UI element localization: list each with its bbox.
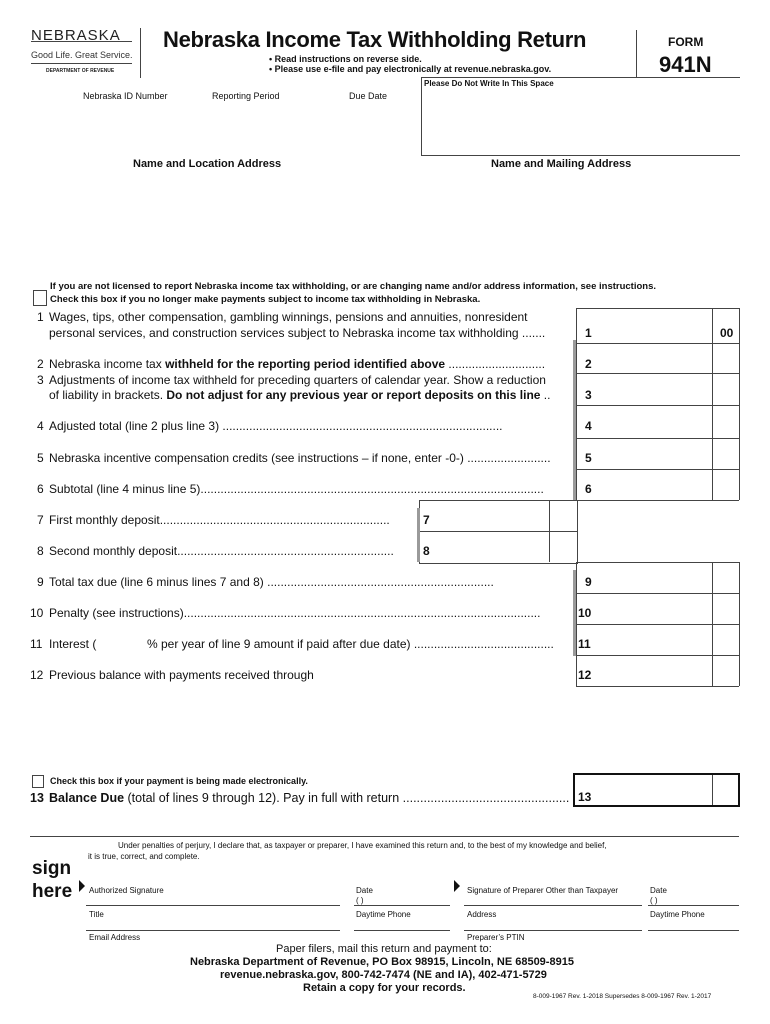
balance-due-cents-divider	[712, 775, 713, 805]
office-use-box	[421, 77, 740, 156]
line-12-date-field[interactable]	[330, 664, 450, 680]
mailing-address-label: Name and Mailing Address	[491, 158, 632, 170]
logo-underline	[31, 41, 132, 42]
office-use-label: Please Do Not Write In This Space	[424, 79, 554, 88]
line-3-text-post: ..	[540, 388, 551, 402]
line-7-number: 7	[37, 513, 44, 527]
deposit-box-divider	[419, 531, 577, 532]
line-5-text: Nebraska incentive compensation credits (see instructions – if none, enter -0-) .........................	[49, 451, 551, 465]
form-number: 941N	[659, 52, 712, 77]
amount-row-12-bottom	[576, 686, 739, 687]
line-1-text-b: personal services, and construction services subject to Nebraska income tax withholding .......	[49, 326, 546, 340]
line-2-box-number: 2	[585, 357, 592, 371]
line-5-box-number: 5	[585, 451, 592, 465]
line-4-text: Adjusted total (line 2 plus line 3) ....................................................................................	[49, 419, 503, 433]
line-9-amount-field[interactable]	[598, 564, 710, 592]
form-number-separator	[636, 30, 637, 78]
line-8-text: Second monthly deposit.................................................................	[49, 544, 394, 558]
amount-row-10-bottom	[576, 624, 739, 625]
line-1-text-a: Wages, tips, other compensation, gambling winnings, pensions and annuities, nonresident	[49, 310, 528, 324]
electronic-payment-checkbox[interactable]	[32, 775, 44, 788]
line-12-amount-field[interactable]	[598, 657, 710, 685]
preparer-arrow-icon	[454, 880, 460, 892]
shade-rows-7-8	[417, 508, 420, 562]
amount-row-5-bottom	[576, 469, 739, 470]
not-licensed-notice: If you are not licensed to report Nebraska income tax withholding, or are changing name and/or address information, see instructions.	[50, 281, 657, 292]
authorized-signature-field[interactable]	[88, 868, 336, 904]
line-2-amount-field[interactable]	[598, 345, 710, 372]
line-2-text-post: .............................	[445, 357, 546, 371]
dor-address: Nebraska Department of Revenue, PO Box 98915, Lincoln, NE 68509-8915	[190, 956, 574, 968]
sig-rule-3	[464, 905, 642, 906]
perjury-line-2: it is true, correct, and complete.	[88, 852, 200, 861]
sig-rule-7	[464, 930, 642, 931]
amount-column-left	[576, 308, 577, 500]
amount-column-top	[576, 308, 739, 309]
amount-lower-right	[739, 562, 740, 686]
line-13-amount-field[interactable]	[596, 776, 710, 803]
amount-row-3-bottom	[576, 405, 739, 406]
line-10-box-number: 10	[578, 606, 592, 620]
authorized-signature-label: Authorized Signature	[89, 886, 164, 895]
line-5-number: 5	[37, 451, 44, 465]
email-label: Email Address	[89, 933, 141, 942]
shade-rows-1-6	[573, 340, 576, 500]
line-13-text-bold: Balance Due	[49, 791, 125, 805]
line-8-number: 8	[37, 544, 44, 558]
amount-row-2-bottom	[576, 373, 739, 374]
logo-tagline: Good Life. Great Service.	[31, 50, 133, 60]
reporting-period-label: Reporting Period	[212, 91, 280, 101]
date-label-1: Date	[356, 886, 373, 895]
line-3-text-pre: of liability in brackets.	[49, 388, 167, 402]
ptin-label: Preparer’s PTIN	[467, 933, 525, 942]
line-7-amount-field[interactable]	[436, 502, 548, 530]
sig-rule-1	[86, 905, 340, 906]
line-2-text	[49, 357, 545, 371]
line-11-number: 11	[30, 637, 43, 651]
line-11-text-b: % per year of line 9 amount if paid after due date) ..........................................	[147, 637, 554, 651]
line-6-text: Subtotal (line 4 minus line 5).......................................................................................................	[49, 482, 544, 496]
line-13-number: 13	[30, 791, 44, 805]
line-5-amount-field[interactable]	[598, 440, 710, 468]
line-12-box-number: 12	[578, 668, 592, 682]
location-address-label: Name and Location Address	[133, 158, 282, 170]
sig-rule-4	[648, 905, 739, 906]
line-2-text-bold: withheld for the reporting period identified above	[165, 357, 446, 371]
logo-divider	[31, 63, 132, 64]
amount-row-4-bottom	[576, 438, 739, 439]
retain-copy-note: Retain a copy for your records.	[303, 982, 466, 994]
shade-rows-9-11	[573, 570, 576, 656]
deposit-cents-divider	[549, 500, 550, 562]
line-10-number: 10	[30, 606, 44, 620]
sig-rule-8	[648, 930, 739, 931]
line-7-text: First monthly deposit.....................................................................	[49, 513, 390, 527]
line-11-text: Interest (	[49, 637, 97, 651]
line-13-box-number: 13	[578, 790, 592, 804]
line-13-text	[49, 791, 569, 805]
logo-dept: DEPARTMENT OF REVENUE	[46, 68, 115, 74]
form-title: Nebraska Income Tax Withholding Return	[163, 27, 587, 52]
line-4-number: 4	[37, 419, 44, 433]
no-longer-notice: Check this box if you no longer make payments subject to income tax withholding in Nebraska.	[50, 294, 481, 305]
line-8-box-number: 8	[423, 544, 430, 558]
line-9-number: 9	[37, 575, 44, 589]
phone-paren-2: ( )	[650, 896, 658, 905]
line-3-text-b	[49, 388, 550, 402]
line-11-amount-field[interactable]	[598, 626, 710, 654]
address-label: Address	[467, 910, 497, 919]
date-label-2: Date	[650, 886, 667, 895]
line-2-number: 2	[37, 357, 44, 371]
title-label: Title	[89, 910, 104, 919]
line-11-box-number: 11	[578, 637, 591, 651]
amount-row-9-bottom	[576, 593, 739, 594]
dor-contact: revenue.nebraska.gov, 800-742-7474 (NE and IA), 402-471-5729	[220, 969, 547, 981]
amount-lower-top	[576, 562, 739, 563]
id-number-label: Nebraska ID Number	[83, 91, 168, 101]
line-3-text-a: Adjustments of income tax withheld for preceding quarters of calendar year. Show a reduction	[49, 373, 546, 387]
line-12-number: 12	[30, 668, 44, 682]
interest-rate-field[interactable]	[102, 634, 146, 650]
line-3-amount-field[interactable]	[598, 375, 710, 404]
electronic-payment-label: Check this box if your payment is being made electronically.	[50, 776, 308, 786]
line-6-number: 6	[37, 482, 44, 496]
line-10-amount-field[interactable]	[598, 595, 710, 623]
line-7-box-number: 7	[423, 513, 430, 527]
daytime-phone-label-2: Daytime Phone	[650, 910, 705, 919]
line-13-text-rest: (total of lines 9 through 12). Pay in full with return ................................................	[124, 791, 570, 805]
no-longer-checkbox[interactable]	[33, 290, 47, 306]
line-10-text: Penalty (see instructions)...........................................................................................................	[49, 606, 541, 620]
line-1-number: 1	[37, 310, 44, 324]
revision-note: 8-009-1967 Rev. 1-2018 Supersedes 8-009-1967 Rev. 1-2017	[533, 993, 712, 1000]
preparer-signature-field[interactable]	[466, 868, 642, 904]
sig-rule-2	[354, 905, 450, 906]
line-4-amount-field[interactable]	[598, 407, 710, 437]
line-6-amount-field[interactable]	[598, 471, 710, 499]
signature-section-rule	[30, 836, 739, 837]
line-3-text-bold: Do not adjust for any previous year or report deposits on this line	[166, 388, 541, 402]
form-label: FORM	[668, 35, 704, 49]
line-3-number: 3	[37, 373, 44, 387]
logo-wordmark: NEBRASKA	[31, 27, 121, 44]
sig-rule-6	[354, 930, 450, 931]
preparer-signature-label: Signature of Preparer Other than Taxpayer	[467, 886, 619, 895]
sig-rule-5	[86, 930, 340, 931]
due-date-label: Due Date	[349, 91, 388, 101]
perjury-line-1: Under penalties of perjury, I declare that, as taxpayer or preparer, I have examined this return and, to the best of my knowledge and belief,	[118, 841, 607, 850]
line-9-box-number: 9	[585, 575, 592, 589]
line-12-text: Previous balance with payments received through	[49, 668, 314, 682]
logo-separator	[140, 28, 141, 78]
line-2-text-pre: Nebraska income tax	[49, 357, 166, 371]
line-3-box-number: 3	[585, 388, 592, 402]
phone-paren-1: ( )	[356, 896, 364, 905]
paper-filers-note: Paper filers, mail this return and payment to:	[276, 943, 492, 955]
amount-column-right	[739, 308, 740, 500]
line-6-box-number: 6	[585, 482, 592, 496]
instruction-bullet-2: • Please use e-file and pay electronically at revenue.nebraska.gov.	[269, 64, 552, 74]
amount-row-1-bottom	[576, 343, 739, 344]
line-9-text: Total tax due (line 6 minus lines 7 and 8) ....................................................................	[49, 575, 494, 589]
line-4-box-number: 4	[585, 419, 592, 433]
line-1-cents: 00	[720, 326, 734, 340]
signature-arrow-icon	[79, 880, 85, 892]
title-field[interactable]	[88, 920, 336, 930]
line-8-amount-field[interactable]	[436, 533, 548, 561]
here-word: here	[32, 881, 73, 902]
amount-row-6-bottom	[576, 500, 739, 501]
daytime-phone-label-1: Daytime Phone	[356, 910, 411, 919]
line-1-amount-field[interactable]	[598, 310, 710, 342]
amount-cents-divider	[712, 308, 713, 500]
instruction-bullet-1: • Read instructions on reverse side.	[269, 54, 422, 64]
amount-row-11-bottom	[576, 655, 739, 656]
sign-word: sign	[32, 858, 72, 879]
line-1-box-number: 1	[585, 326, 592, 340]
